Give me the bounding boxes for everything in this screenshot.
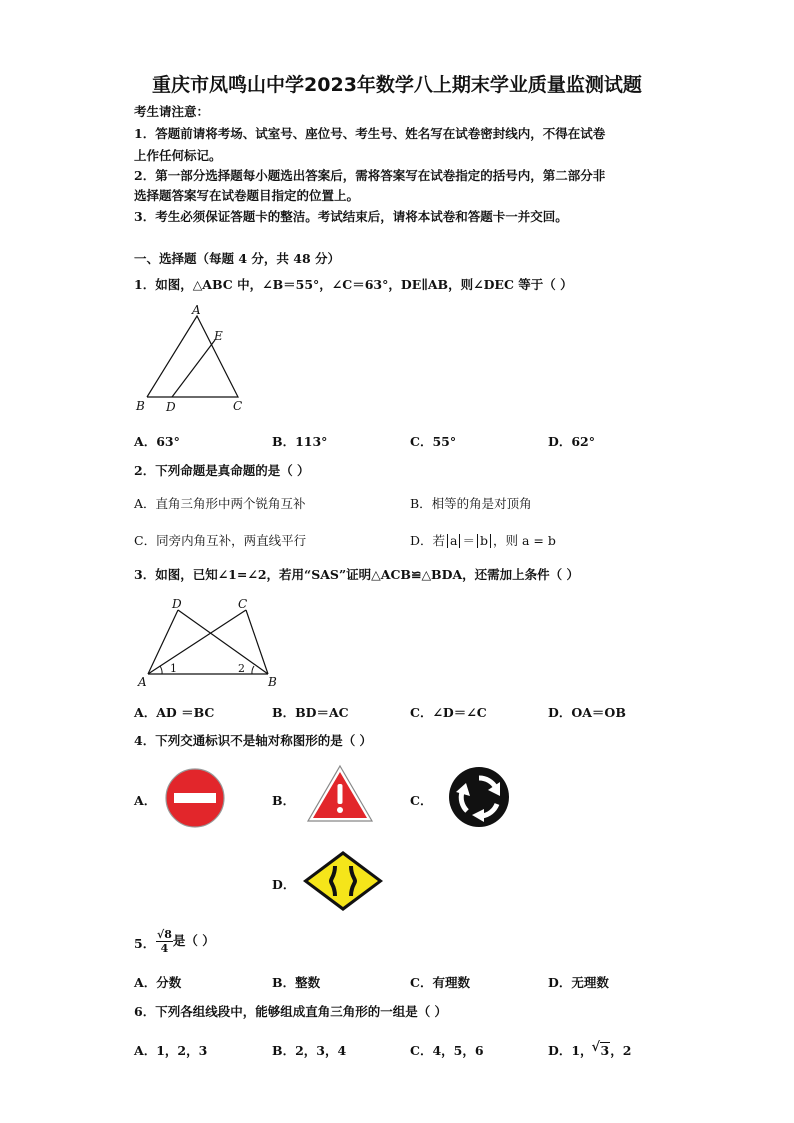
q6-option-d-suffix: ，2 xyxy=(610,1043,632,1058)
q4-label-b: B． xyxy=(272,793,296,808)
page-title: 重庆市凤鸣山中学2023年数学八上期末学业质量监测试题 xyxy=(152,74,642,96)
q5-index: 5． xyxy=(134,936,156,951)
q3-option-a: A．AD ＝BC xyxy=(134,705,215,720)
q4-label-c: C． xyxy=(410,793,433,808)
q3-option-b: B．BD＝AC xyxy=(272,705,349,720)
q5-option-b: B．整数 xyxy=(272,975,321,990)
warning-sign-icon xyxy=(306,764,374,824)
roundabout-sign-icon xyxy=(448,766,510,828)
q3-option-d: D．OA＝OB xyxy=(548,705,626,720)
q3-label-d: D xyxy=(172,597,182,611)
q1-label-d: D xyxy=(166,400,176,414)
q3-stem: 3．如图，已知∠1=∠2，若用“SAS”证明△ACB≌△BDA，还需加上条件（ ） xyxy=(134,567,580,582)
q5-fraction xyxy=(156,928,173,955)
q1-triangle xyxy=(147,316,238,397)
q2-option-d-b: b xyxy=(480,533,489,548)
q1-option-a: A．63° xyxy=(134,434,180,449)
q3-label-a: A xyxy=(138,675,147,689)
q3-label-angle-2: 2 xyxy=(238,662,245,675)
q6-option-d xyxy=(548,1041,631,1059)
q1-label-a: A xyxy=(192,303,201,317)
q5-numerator: √8 xyxy=(157,928,172,941)
q5-stem xyxy=(156,928,215,955)
q3-figure xyxy=(130,594,290,692)
q1-label-e: E xyxy=(214,329,223,343)
q3-segment-db xyxy=(178,610,268,674)
q3-label-c: C xyxy=(238,597,248,611)
q2-option-d-prefix: D．若 xyxy=(410,533,446,548)
q6-option-d-prefix: D．1， xyxy=(548,1043,593,1058)
q1-option-c: C．55° xyxy=(410,434,457,449)
notice-line-5: 3．考生必须保证答题卡的整洁。考试结束后，请将本试卷和答题卡一并交回。 xyxy=(134,209,568,224)
q1-segment-de xyxy=(172,340,215,397)
q3-segment-cb xyxy=(246,610,268,674)
q1-label-c: C xyxy=(233,399,243,413)
q2-stem: 2．下列命题是真命题的是（ ） xyxy=(134,463,310,478)
q3-label-b: B xyxy=(268,675,277,689)
q2-option-d-a: a xyxy=(450,533,458,548)
q5-option-c: C．有理数 xyxy=(410,975,470,990)
q1-stem: 1．如图，△ABC 中，∠B＝55°，∠C＝63°，DE∥AB，则∠DEC 等于（ ） xyxy=(134,277,573,292)
notice-line-3: 2．第一部分选择题每小题选出答案后，需将答案写在试卷指定的括号内，第二部分非 xyxy=(134,168,606,183)
notice-line-2: 上作任何标记。 xyxy=(134,148,222,163)
q4-stem: 4．下列交通标识不是轴对称图形的是（ ） xyxy=(134,733,373,748)
q6-option-d-root: √ 3 xyxy=(600,1042,611,1058)
q1-option-d: D．62° xyxy=(548,434,595,449)
narrow-road-sign-icon xyxy=(302,850,384,912)
q2-option-b: B．相等的角是对顶角 xyxy=(410,496,532,511)
q1-option-b: B．113° xyxy=(272,434,328,449)
q3-option-c: C．∠D＝∠C xyxy=(410,705,487,720)
q2-option-a: A．直角三角形中两个锐角互补 xyxy=(134,496,306,511)
q4-label-d: D． xyxy=(272,877,296,892)
q6-stem: 6．下列各组线段中，能够组成直角三角形的一组是（ ） xyxy=(134,1004,448,1019)
q3-label-angle-1: 1 xyxy=(170,662,177,675)
q3-angle-2-arc xyxy=(252,666,254,674)
q3-angle-1-arc xyxy=(160,666,162,674)
no-entry-sign-icon xyxy=(164,767,226,829)
q5-stem-suffix: 是（ ） xyxy=(172,933,215,948)
q1-figure xyxy=(130,300,260,418)
q2-option-d xyxy=(410,531,556,549)
q1-label-b: B xyxy=(136,399,145,413)
q2-option-d-suffix: ，则 a = b xyxy=(493,533,556,548)
q5-option-d: D．无理数 xyxy=(548,975,609,990)
q5-denominator: 4 xyxy=(160,942,169,955)
q4-label-a: A． xyxy=(134,793,157,808)
q6-option-a: A．1，2，3 xyxy=(134,1043,208,1058)
q5-option-a: A．分数 xyxy=(134,975,182,990)
q2-option-d-eq: ＝ xyxy=(462,533,475,548)
q2-option-c: C．同旁内角互补，两直线平行 xyxy=(134,533,307,548)
q6-option-c: C．4，5，6 xyxy=(410,1043,484,1058)
notice-line-1: 1．答题前请将考场、试室号、座位号、考生号、姓名写在试卷密封线内，不得在试卷 xyxy=(134,126,606,141)
notice-line-4: 选择题答案写在试卷题目指定的位置上。 xyxy=(134,188,360,203)
q6-option-b: B．2，3，4 xyxy=(272,1043,347,1058)
notice-heading: 考生请注意： xyxy=(134,104,210,119)
section-heading: 一、选择题（每题 4 分，共 48 分） xyxy=(134,251,341,266)
